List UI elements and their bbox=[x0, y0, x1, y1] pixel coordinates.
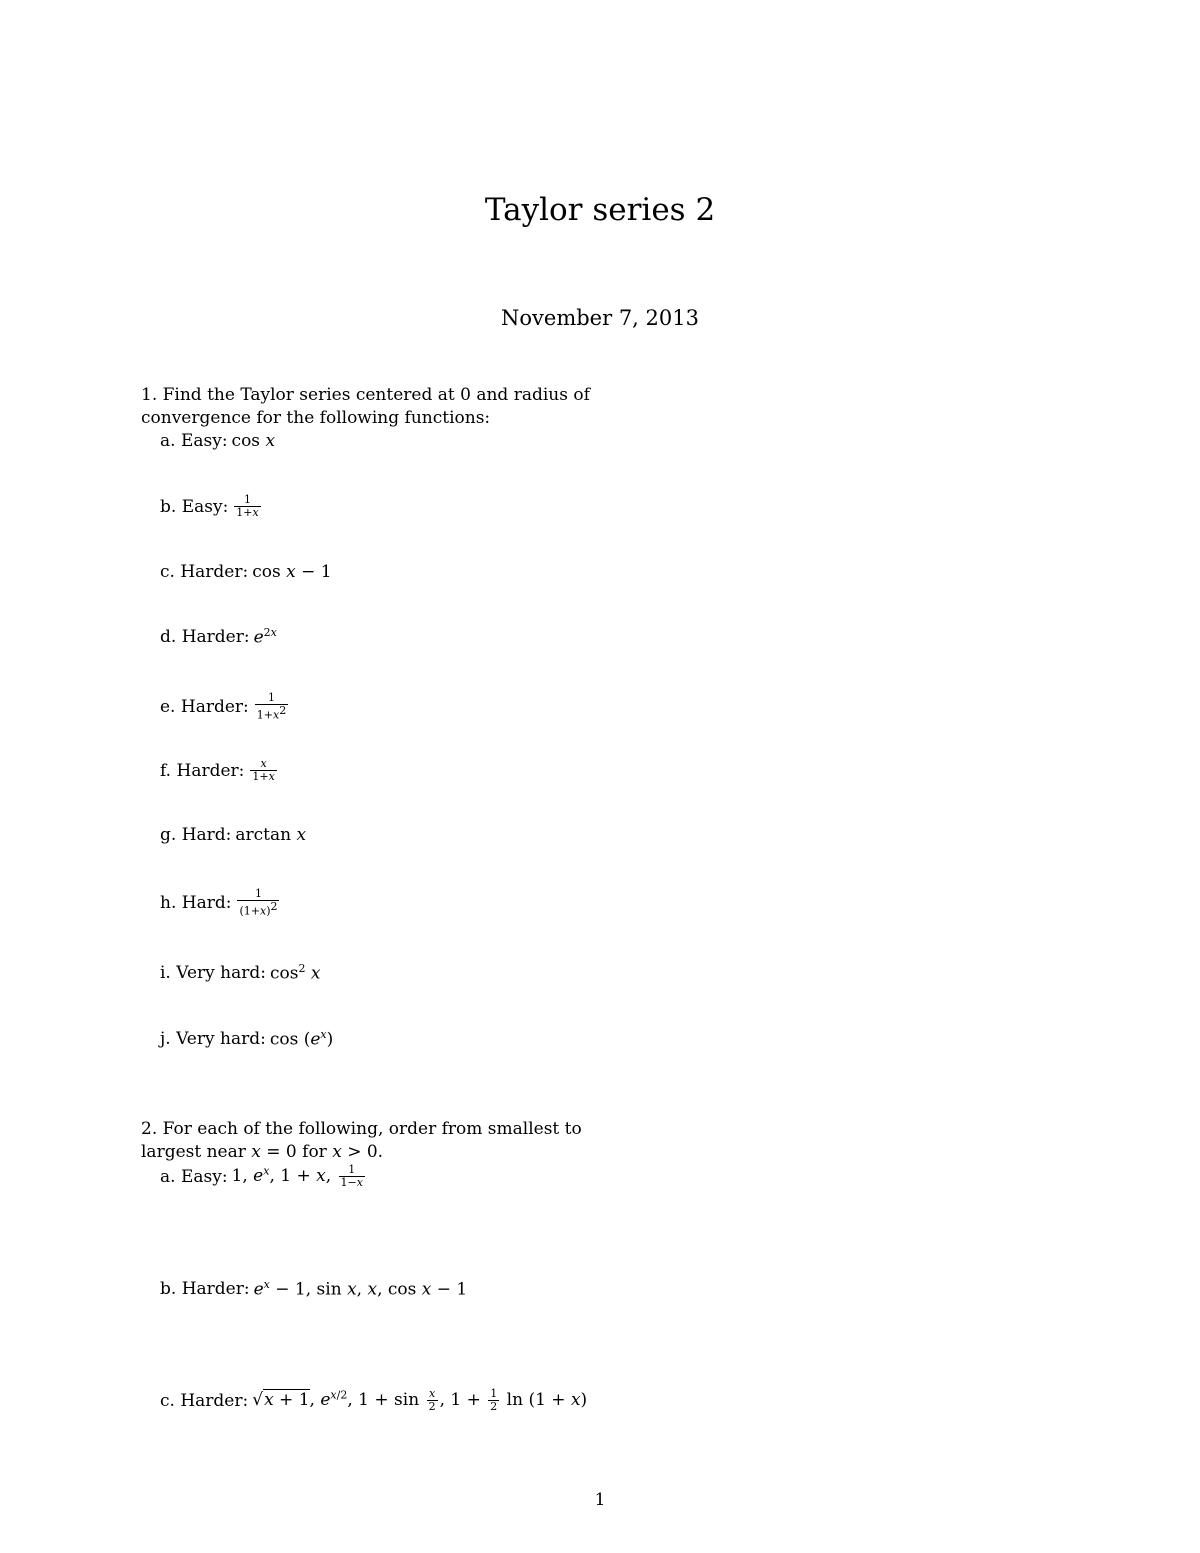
problem-1-item-e bbox=[160, 692, 290, 722]
math-expression: $\frac{1}{1+x^2}$ bbox=[256, 691, 287, 722]
item-label: a. Easy: bbox=[160, 1166, 228, 1187]
item-label: c. Harder: bbox=[160, 562, 249, 582]
item-label: j. Very hard: bbox=[160, 1028, 266, 1049]
problem-2-line-1: 2. For each of the following, order from smallest to bbox=[141, 1119, 582, 1139]
problem-2-item-c bbox=[160, 1388, 587, 1413]
math-expression: $\frac{1}{1+x}$ bbox=[236, 493, 259, 519]
math-expression: 1, $e^x$, 1 + x, $\frac{1}{1-x}$ bbox=[231, 1163, 363, 1189]
math-expression: $\cos^2 x$ bbox=[269, 962, 321, 984]
math-expression: √x + 1, $e^{x/2}$, 1 + sin $\frac{x}{2}$ , 1 + $\frac{1}{2}$ ln (1 + x) bbox=[252, 1387, 588, 1413]
problem-1-item-f bbox=[160, 758, 279, 783]
math-expression: $\frac{x}{1+x}$ bbox=[252, 757, 275, 783]
item-label: f. Harder: bbox=[160, 760, 245, 781]
math-expression: cos x bbox=[231, 431, 276, 451]
item-label: e. Harder: bbox=[160, 696, 249, 717]
math-expression: arctan x bbox=[235, 825, 307, 845]
item-label: b. Easy: bbox=[160, 496, 229, 517]
item-label: g. Hard: bbox=[160, 825, 232, 845]
document-date: November 7, 2013 bbox=[501, 306, 699, 330]
problem-1-line-2: convergence for the following functions: bbox=[141, 408, 491, 428]
problem-1-item-c bbox=[160, 562, 332, 582]
item-label: b. Harder: bbox=[160, 1278, 250, 1299]
item-label: d. Harder: bbox=[160, 626, 250, 647]
math-expression: cos x − 1 bbox=[252, 562, 332, 582]
problem-2-item-a bbox=[160, 1164, 367, 1189]
problem-2-line-2: largest near x = 0 for x > 0. bbox=[141, 1142, 384, 1162]
page-number: 1 bbox=[594, 1490, 606, 1510]
problem-1-line-1: 1. Find the Taylor series centered at 0 and radius of bbox=[141, 385, 590, 405]
math-expression: $\cos (e^x)$ bbox=[269, 1028, 334, 1050]
problem-1-item-b bbox=[160, 494, 263, 519]
problem-1-item-a bbox=[160, 431, 275, 451]
item-label: a. Easy: bbox=[160, 431, 228, 451]
problem-2-item-b bbox=[160, 1278, 467, 1300]
line-text: largest near bbox=[141, 1142, 246, 1162]
problem-1-item-d bbox=[160, 626, 277, 648]
problem-1-item-h bbox=[160, 888, 281, 918]
item-label: i. Very hard: bbox=[160, 962, 266, 983]
problem-1-item-j bbox=[160, 1028, 333, 1050]
math-expression: $e^{2x}$ bbox=[253, 626, 277, 648]
page-title: Taylor series 2 bbox=[484, 192, 716, 228]
math-expression: $\frac{1}{(1+x)^2}$ bbox=[239, 887, 278, 918]
math-expression: $e^x - 1$, sin x, x, cos x − 1 bbox=[253, 1278, 468, 1300]
item-label: c. Harder: bbox=[160, 1390, 249, 1411]
problem-1-item-i bbox=[160, 962, 320, 984]
problem-1-item-g bbox=[160, 825, 306, 845]
item-label: h. Hard: bbox=[160, 892, 232, 913]
